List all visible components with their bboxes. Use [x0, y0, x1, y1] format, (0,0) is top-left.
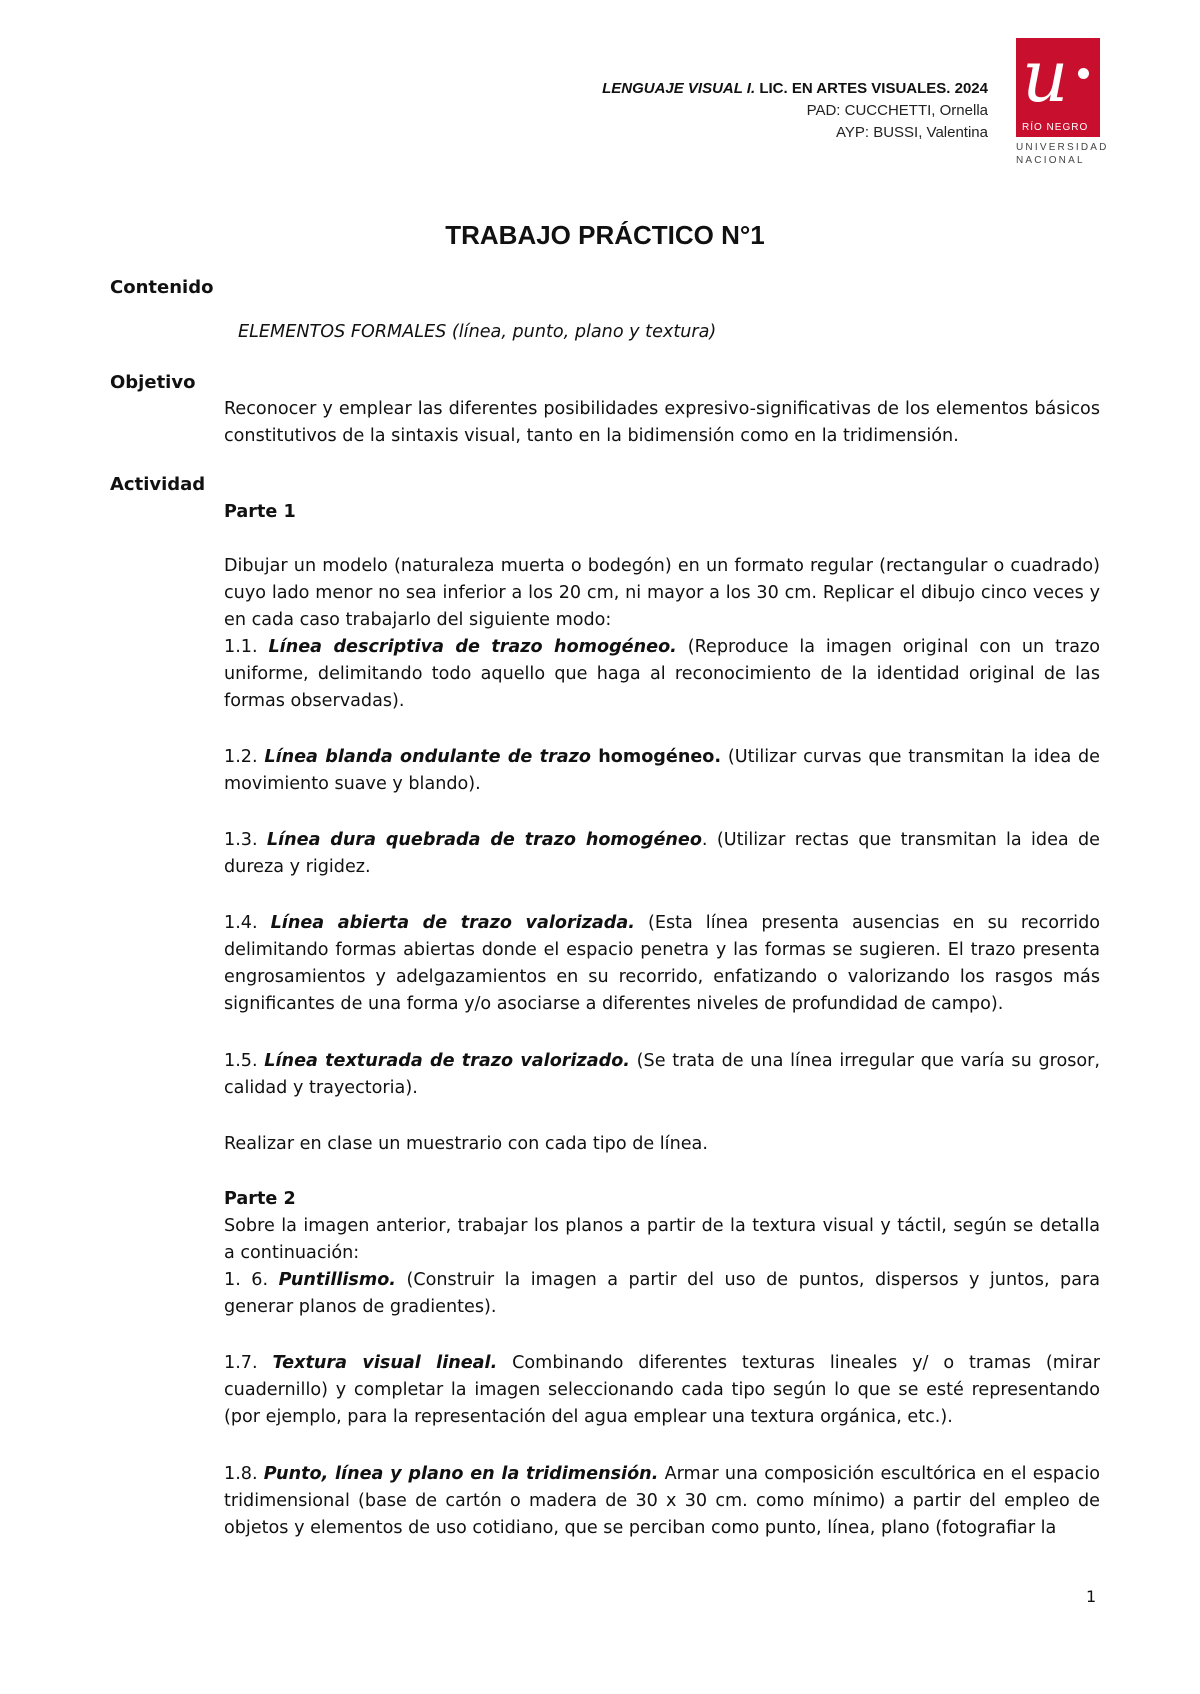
- item-1-1-title: Línea descriptiva de trazo homogéneo.: [268, 637, 677, 657]
- logo-mark: [1016, 34, 1100, 137]
- item-1-6-num: 1. 6.: [224, 1270, 279, 1290]
- item-1-5-num: 1.5.: [224, 1051, 265, 1071]
- item-1-2: [224, 744, 1100, 798]
- course-line: [602, 78, 988, 100]
- item-1-8: [224, 1461, 1100, 1542]
- item-1-5: [224, 1048, 1100, 1102]
- parte2-heading: Parte 2: [224, 1189, 296, 1209]
- item-1-1-text: (Reproduce la imagen original con un trazo uniforme, delimitando todo aquello que haga al reconocimiento de la identidad original de las formas observadas).: [224, 637, 1100, 711]
- item-1-7-title: Textura visual lineal.: [272, 1353, 498, 1373]
- item-1-8-title: Punto, línea y plano en la tridimensión.: [263, 1464, 659, 1484]
- university-logo: [1016, 34, 1109, 166]
- item-1-1: [224, 634, 1100, 715]
- course-program: LIC. EN ARTES VISUALES. 2024: [755, 80, 988, 97]
- muestrario-text: Realizar en clase un muestrario con cada tipo de línea.: [224, 1134, 708, 1154]
- logo-rio-negro: RÍO NEGRO: [1022, 122, 1089, 133]
- logo-universidad: UNIVERSIDAD: [1016, 142, 1109, 153]
- assistant-line: AYP: BUSSI, Valentina: [835, 124, 988, 141]
- item-1-8-num: 1.8.: [224, 1464, 264, 1484]
- item-1-4-text: (Esta línea presenta ausencias en su recorrido delimitando formas abiertas donde el espacio penetra y las formas se sugieren. El trazo presenta engrosamientos y adelgazamientos en su recorrido, enfatizando o valorizando los rasgos más significantes de una forma y/o asociarse a diferentes niveles de profundidad de campo).: [224, 913, 1101, 1014]
- item-1-2-text: (Utilizar curvas que transmitan la idea de movimiento suave y blando).: [224, 747, 1100, 794]
- item-1-3-text: . (Utilizar rectas que transmitan la idea de dureza y rigidez.: [224, 830, 1100, 877]
- objetivo-text: Reconocer y emplear las diferentes posibilidades expresivo-significativas de los elementos básicos constitutivos de la sintaxis visual, tanto en la bidimensión como en la tridimensión.: [224, 399, 1100, 446]
- contenido-label: Contenido: [110, 277, 214, 298]
- item-1-3: [224, 827, 1100, 881]
- logo-u-glyph: u: [1022, 34, 1069, 118]
- item-1-4: [224, 910, 1100, 1018]
- objetivo-label: Objetivo: [110, 372, 196, 393]
- course-name: LENGUAJE VISUAL I.: [602, 80, 756, 97]
- page-title: TRABAJO PRÁCTICO N°1: [445, 220, 765, 250]
- parte2-intro: Sobre la imagen anterior, trabajar los planos a partir de la textura visual y táctil, según se detalla a continuación:: [224, 1216, 1100, 1263]
- parte1-heading: Parte 1: [224, 502, 296, 522]
- teacher-line: PAD: CUCCHETTI, Ornella: [806, 102, 988, 119]
- item-1-6-text: (Construir la imagen a partir del uso de puntos, dispersos y juntos, para generar planos de gradientes).: [224, 1270, 1100, 1317]
- item-1-7: [224, 1350, 1100, 1431]
- actividad-label: Actividad: [110, 474, 206, 495]
- page-number: 1: [1086, 1587, 1097, 1606]
- item-1-4-num: 1.4.: [224, 913, 271, 933]
- item-1-2-bold: homogéneo.: [590, 747, 722, 767]
- logo-dot: [1078, 68, 1089, 79]
- item-1-2-num: 1.2.: [224, 747, 265, 767]
- item-1-5-title: Línea texturada de trazo valorizado.: [264, 1051, 630, 1071]
- parte1-intro: Dibujar un modelo (naturaleza muerta o bodegón) en un formato regular (rectangular o cuadrado) cuyo lado menor no sea inferior a los 20 cm, ni mayor a los 30 cm. Replicar el dibujo cinco veces y en cada caso trabajarlo del siguiente modo:: [224, 556, 1100, 630]
- contenido-text: ELEMENTOS FORMALES (línea, punto, plano y textura): [238, 322, 717, 342]
- logo-subtitle: [1016, 141, 1109, 167]
- logo-nacional: NACIONAL: [1016, 155, 1085, 166]
- item-1-4-title: Línea abierta de trazo valorizada.: [270, 913, 635, 933]
- item-1-3-num: 1.3.: [224, 830, 267, 850]
- item-1-5-text: (Se trata de una línea irregular que varía su grosor, calidad y trayectoria).: [224, 1051, 1100, 1098]
- item-1-6-title: Puntillismo.: [278, 1270, 396, 1290]
- document-header: [602, 78, 988, 144]
- item-1-1-num: 1.1.: [224, 637, 269, 657]
- item-1-2-title: Línea blanda ondulante de trazo: [264, 747, 591, 767]
- item-1-6: [224, 1267, 1100, 1321]
- item-1-7-num: 1.7.: [224, 1353, 273, 1373]
- item-1-7-text: Combinando diferentes texturas lineales y/ o tramas (mirar cuadernillo) y completar la imagen seleccionando cada tipo según lo que se esté representando (por ejemplo, para la representación del agua emplear una textura orgánica, etc.).: [224, 1353, 1100, 1427]
- item-1-3-title: Línea dura quebrada de trazo homogéneo: [266, 830, 702, 850]
- item-1-8-text: Armar una composición escultórica en el espacio tridimensional (base de cartón o madera de 30 x 30 cm. como mínimo) a partir del empleo de objetos y elementos de uso cotidiano, que se perciban como punto, línea, plano (fotografiar la: [224, 1464, 1100, 1538]
